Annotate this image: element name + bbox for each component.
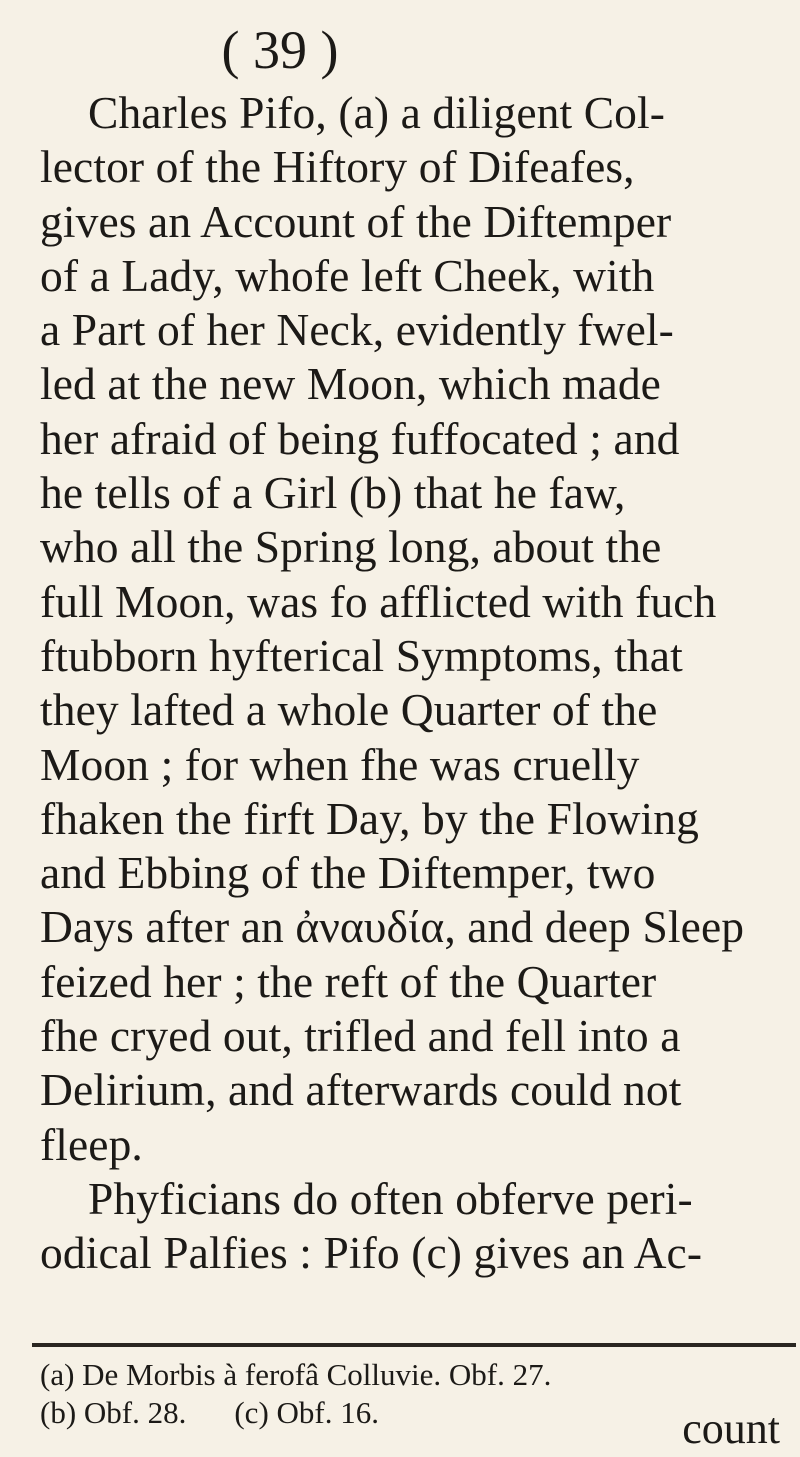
text-line: fhaken the firft Day, by the Flowing: [40, 792, 699, 844]
footnote-b: (b) Obf. 28.: [40, 1395, 187, 1430]
text-line: Moon ; for when fhe was cruelly: [40, 738, 640, 790]
text-line: a Part of her Neck, evidently fwel-: [40, 304, 674, 356]
catchword: count: [682, 1404, 780, 1453]
text-line: he tells of a Girl (b) that he faw,: [40, 467, 626, 519]
text-line: led at the new Moon, which made: [40, 358, 661, 410]
text-line: who all the Spring long, about the: [40, 521, 662, 573]
page-number: ( 39 ): [221, 20, 339, 80]
body-text: [40, 86, 790, 1281]
text-line: feized her ; the reft of the Quarter: [40, 955, 657, 1007]
text-line: odical Palfies : Pifo (c) gives an Ac-: [40, 1227, 703, 1279]
text-line: gives an Account of the Diftemper: [40, 195, 672, 247]
text-line: Delirium, and afterwards could not: [40, 1064, 682, 1116]
text-line: full Moon, was fo afflicted with fuch: [40, 575, 717, 627]
footnote-row: [40, 1394, 790, 1432]
footnote-a: (a) De Morbis à ferofâ Colluvie. Obf. 27.: [40, 1357, 552, 1392]
text-line: ftubborn hyfterical Symptoms, that: [40, 629, 683, 681]
text-line: her afraid of being fuffocated ; and: [40, 412, 680, 464]
footnotes: [40, 1356, 790, 1432]
footnote-c: (c) Obf. 16.: [234, 1395, 379, 1430]
text-line: Phyficians do often obferve peri-: [88, 1172, 693, 1224]
text-line: lector of the Hiftory of Difeafes,: [40, 141, 635, 193]
text-line: fleep.: [40, 1118, 143, 1170]
text-line: Charles Pifo, (a) a diligent Col-: [88, 87, 665, 138]
text-line: Days after an ἀναυδία, and deep Sleep: [40, 901, 745, 953]
text-line: of a Lady, whofe left Cheek, with: [40, 249, 655, 301]
footnote-rule: [32, 1343, 796, 1347]
text-line: fhe cryed out, trifled and fell into a: [40, 1010, 681, 1062]
text-line: and Ebbing of the Diftemper, two: [40, 847, 656, 899]
text-line: they lafted a whole Quarter of the: [40, 684, 658, 736]
